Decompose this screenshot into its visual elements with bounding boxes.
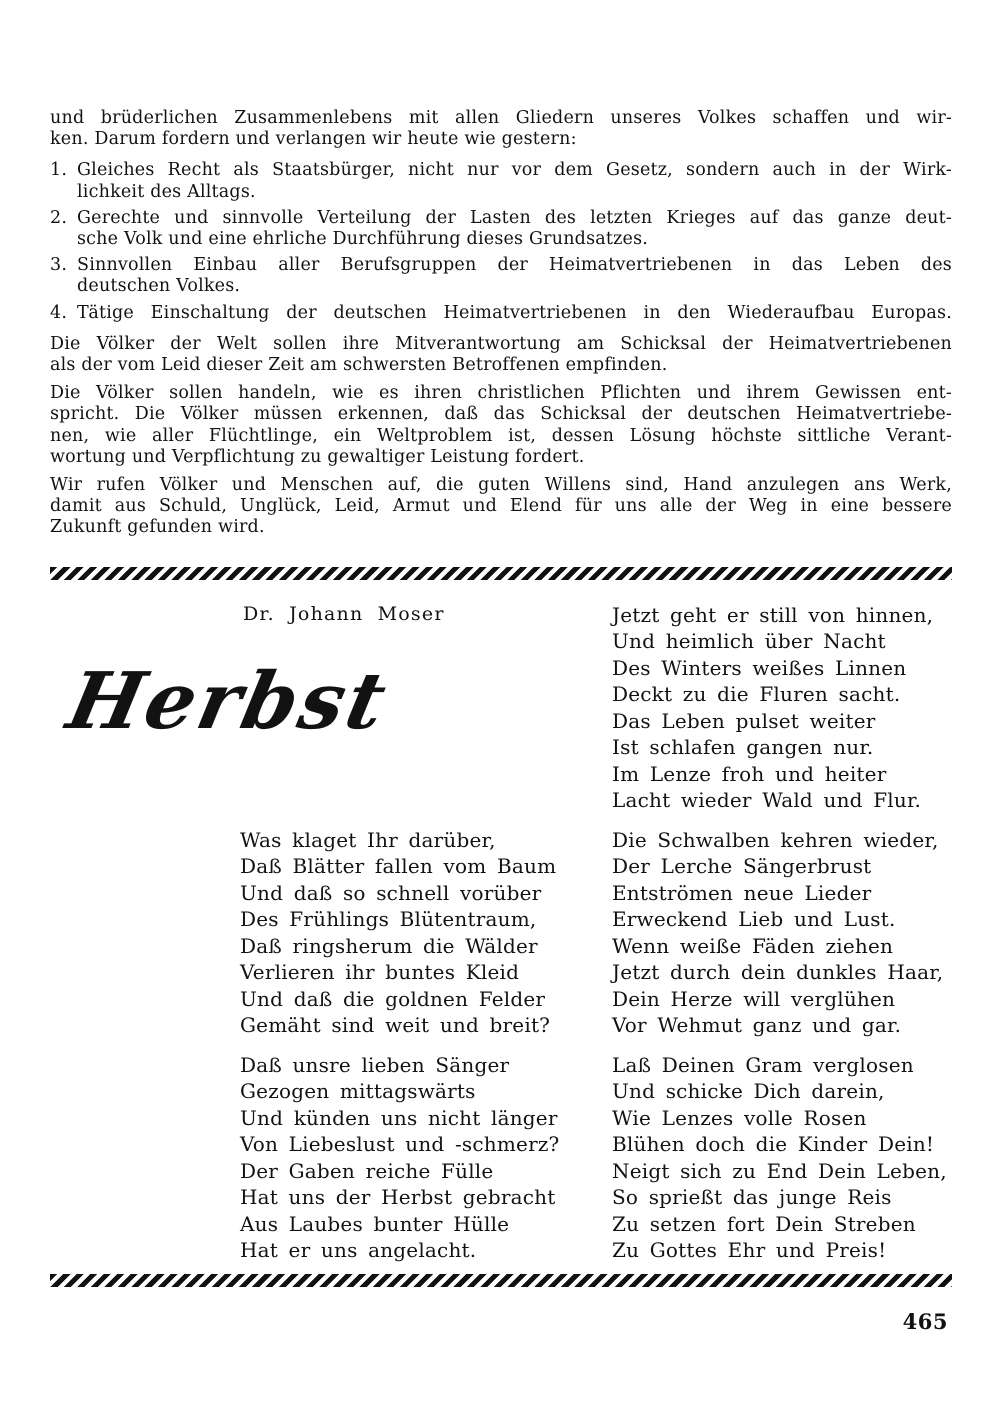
list-number: 3. xyxy=(50,255,68,276)
poem-line: Der Gaben reiche Fülle xyxy=(240,1158,494,1183)
list-item-text xyxy=(77,208,952,250)
poem-section xyxy=(50,602,952,1264)
stanza-right-3 xyxy=(612,1052,952,1264)
text-line: sche Volk und eine ehrliche Durchführung dieses Grundsatzes. xyxy=(77,229,649,250)
poem-grid xyxy=(50,602,952,1264)
poem-heading-cell xyxy=(50,602,612,814)
rope-divider-top xyxy=(50,567,952,580)
poem-line: Das Leben pulset weiter xyxy=(612,708,876,733)
text-line: wortung und Verpflichtung zu gewaltiger Leistung fordert. xyxy=(50,446,585,467)
stanza-right-2 xyxy=(612,827,952,1039)
text-line: nen, wie aller Flüchtlinge, ein Weltproblem ist, dessen Lösung höchste sittliche Verant- xyxy=(50,425,952,446)
stanza-left-1 xyxy=(50,827,612,1039)
list-item-1 xyxy=(50,160,952,202)
poem-line: Und daß die goldnen Felder xyxy=(240,986,546,1011)
text-line: damit aus Schuld, Unglück, Leid, Armut und Elend für uns alle der Weg in eine bessere xyxy=(50,496,952,517)
poem-title: Herbst xyxy=(60,655,397,747)
poem-line: Erweckend Lieb und Lust. xyxy=(612,907,896,932)
poem-line: So sprießt das junge Reis xyxy=(612,1185,892,1210)
poem-line: Hat uns der Herbst gebracht xyxy=(240,1185,556,1210)
page-number: 465 xyxy=(902,1308,948,1334)
text-line: ken. Darum fordern und verlangen wir heute wie gestern: xyxy=(50,129,577,150)
text-line: Tätige Einschaltung der deutschen Heimatvertriebenen in den Wiederaufbau Europas. xyxy=(77,302,952,323)
poem-line: Deckt zu die Fluren sacht. xyxy=(612,682,901,707)
declaration-paragraph-4 xyxy=(50,475,952,539)
text-line: Sinnvollen Einbau aller Berufsgruppen der Heimatvertriebenen in das Leben des xyxy=(77,255,952,276)
list-item-2 xyxy=(50,208,952,250)
text-line: Gerechte und sinnvolle Verteilung der Lasten des letzten Krieges auf das ganze deut- xyxy=(77,207,952,228)
list-item-text xyxy=(77,303,952,324)
stanza-left-2 xyxy=(50,1052,612,1264)
list-number: 2. xyxy=(50,207,68,228)
poem-line: Von Liebeslust und -schmerz? xyxy=(240,1132,560,1157)
poem-line: Im Lenze froh und heiter xyxy=(612,761,887,786)
poem-line: Entströmen neue Lieder xyxy=(612,880,872,905)
poem-line: Ist schlafen gangen nur. xyxy=(612,735,874,760)
poem-line: Wenn weiße Fäden ziehen xyxy=(612,933,894,958)
text-line: Die Völker sollen handeln, wie es ihren christlichen Pflichten und ihrem Gewissen ent- xyxy=(50,383,952,404)
poem-line: Und heimlich über Nacht xyxy=(612,629,886,654)
poem-line: Vor Wehmut ganz und gar. xyxy=(612,1013,902,1038)
declaration-paragraph-2 xyxy=(50,334,952,376)
poem-line: Gezogen mittagswärts xyxy=(240,1079,476,1104)
list-item-text xyxy=(77,160,952,202)
stanza-right-1 xyxy=(612,602,952,814)
declaration-paragraph-3 xyxy=(50,383,952,468)
text-line: deutschen Volkes. xyxy=(77,276,241,297)
poem-line: Der Lerche Sängerbrust xyxy=(612,854,872,879)
poem-title-wrap xyxy=(52,656,612,747)
poem-line: Blühen doch die Kinder Dein! xyxy=(612,1132,935,1157)
list-item-text xyxy=(77,255,952,297)
poem-line: Des Winters weißes Linnen xyxy=(612,655,907,680)
poem-line: Dein Herze will verglühen xyxy=(612,986,896,1011)
list-item-3 xyxy=(50,255,952,297)
poem-line: Daß Blätter fallen vom Baum xyxy=(240,854,557,879)
text-line: und brüderlichen Zusammenlebens mit allen Gliedern unseres Volkes schaffen und wir- xyxy=(50,108,952,128)
poem-line: Die Schwalben kehren wieder, xyxy=(612,827,939,852)
poem-line: Was klaget Ihr darüber, xyxy=(240,827,496,852)
text-line: Zukunft gefunden wird. xyxy=(50,517,265,538)
poem-line: Aus Laubes bunter Hülle xyxy=(240,1211,510,1236)
text-line: Gleiches Recht als Staatsbürger, nicht nur vor dem Gesetz, sondern auch in der Wirk- xyxy=(77,160,952,181)
rope-divider-bottom xyxy=(50,1274,952,1287)
poem-line: Jetzt geht er still von hinnen, xyxy=(612,602,934,627)
text-line: als der vom Leid dieser Zeit am schwersten Betroffenen empfinden. xyxy=(50,355,668,376)
poem-line: Und schicke Dich darein, xyxy=(612,1079,885,1104)
poem-line: Zu Gottes Ehr und Preis! xyxy=(612,1238,887,1263)
poem-line: Wie Lenzes volle Rosen xyxy=(612,1105,867,1130)
poem-line: Jetzt durch dein dunkles Haar, xyxy=(612,960,944,985)
poem-author: Dr. Johann Moser xyxy=(243,602,445,625)
text-line: spricht. Die Völker müssen erkennen, daß das Schicksal der deutschen Heimatvertriebe- xyxy=(50,404,952,425)
poem-line: Und künden uns nicht länger xyxy=(240,1105,558,1130)
text-line: lichkeit des Alltags. xyxy=(77,181,256,202)
list-item-4 xyxy=(50,303,952,324)
list-number: 1. xyxy=(50,160,68,181)
text-line: Die Völker der Welt sollen ihre Mitverantwortung am Schicksal der Heimatvertriebenen xyxy=(50,333,952,354)
list-number: 4. xyxy=(50,302,68,323)
poem-line: Verlieren ihr buntes Kleid xyxy=(240,960,520,985)
declaration-section xyxy=(50,108,952,539)
poem-line: Zu setzen fort Dein Streben xyxy=(612,1211,916,1236)
poem-line: Lacht wieder Wald und Flur. xyxy=(612,788,922,813)
poem-line: Neigt sich zu End Dein Leben, xyxy=(612,1158,947,1183)
poem-line: Laß Deinen Gram verglosen xyxy=(612,1052,914,1077)
declaration-intro-paragraph xyxy=(50,108,952,150)
poem-line: Des Frühlings Blütentraum, xyxy=(240,907,537,932)
poem-line: Daß unsre lieben Sänger xyxy=(240,1052,510,1077)
poem-line: Gemäht sind weit und breit? xyxy=(240,1013,551,1038)
text-line: Wir rufen Völker und Menschen auf, die guten Willens sind, Hand anzulegen ans Werk, xyxy=(50,475,952,496)
poem-line: Daß ringsherum die Wälder xyxy=(240,933,538,958)
poem-line: Hat er uns angelacht. xyxy=(240,1238,477,1263)
poem-line: Und daß so schnell vorüber xyxy=(240,880,542,905)
